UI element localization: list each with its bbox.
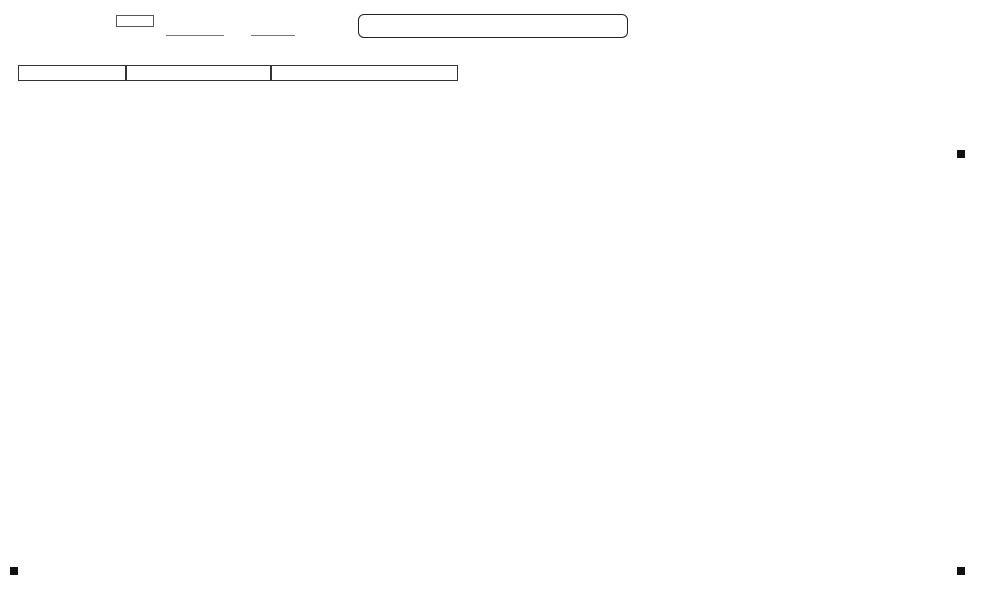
- departamento-row: [20, 40, 24, 49]
- barcode-top: [728, 16, 824, 38]
- municipio-row: [262, 43, 266, 52]
- header-letras: [271, 65, 458, 81]
- barcode-side: [20, 447, 56, 553]
- registration-mark: [957, 567, 965, 575]
- cne-logo: [116, 15, 154, 27]
- registration-mark: [957, 150, 965, 158]
- registration-mark: [10, 567, 18, 575]
- barrio-row: [262, 55, 266, 64]
- centro-row: [20, 54, 24, 63]
- votes-table: [18, 65, 458, 587]
- inicio-value: [166, 22, 224, 36]
- document-title: [358, 14, 628, 38]
- final-value: [251, 22, 295, 36]
- header-numeros: [126, 65, 271, 81]
- header-partido: [18, 65, 126, 81]
